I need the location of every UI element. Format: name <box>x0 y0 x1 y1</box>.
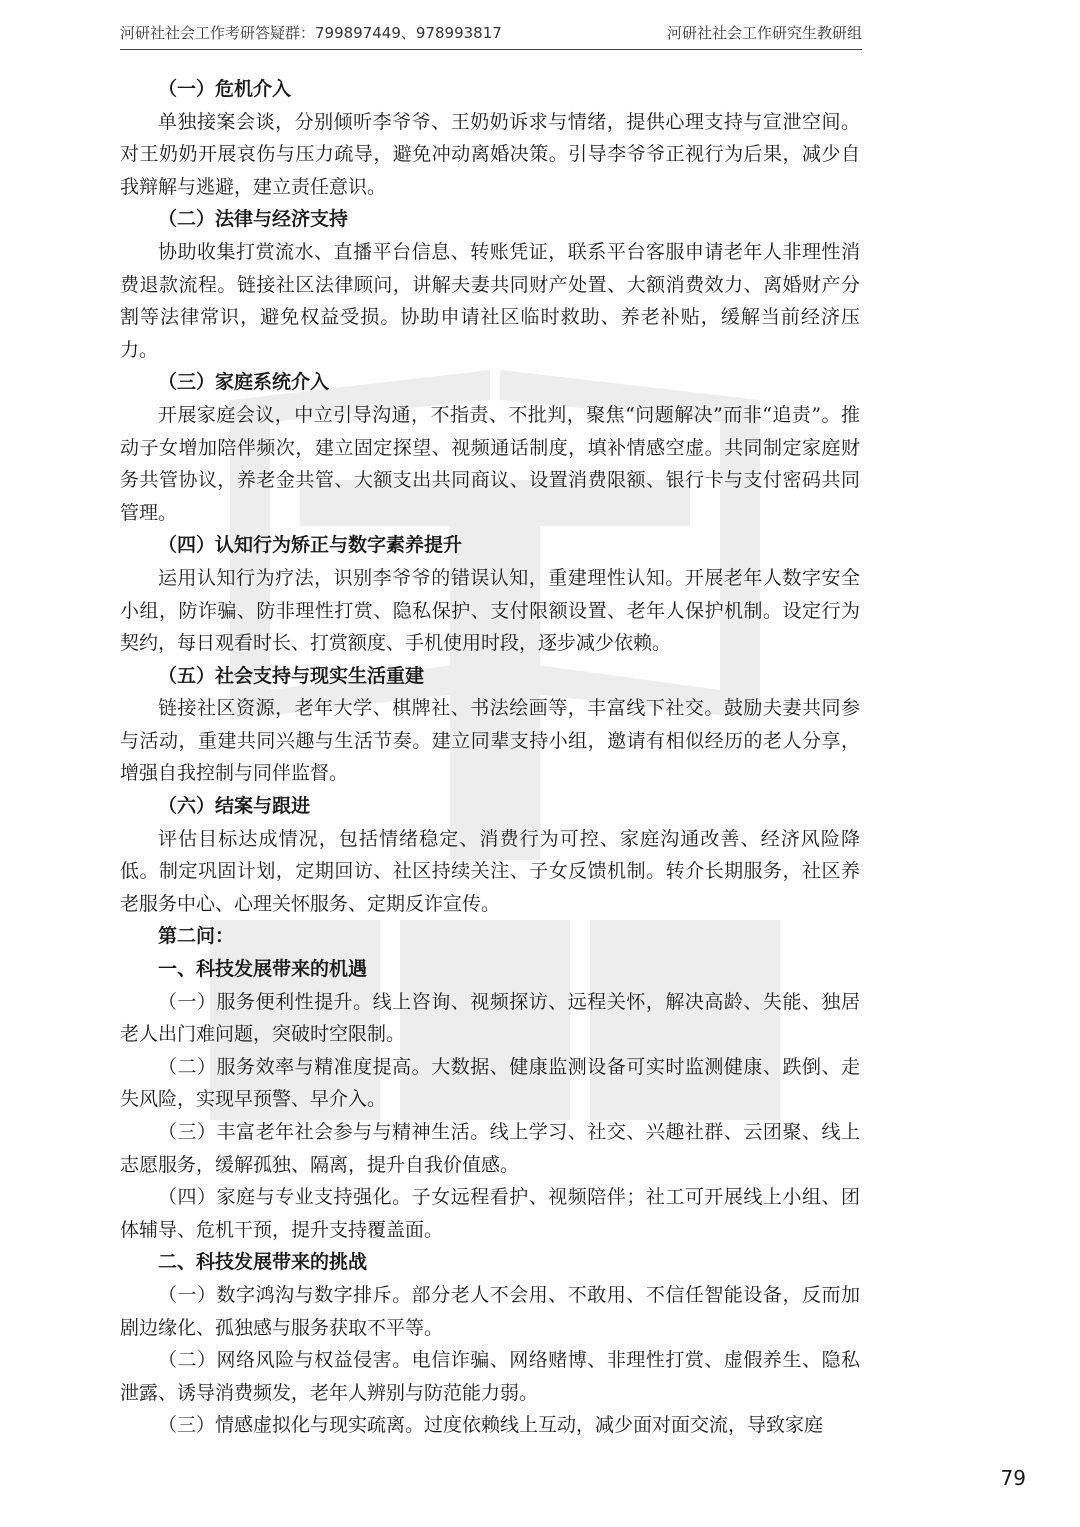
section-heading-cognitive: （四）认知行为矫正与数字素养提升 <box>158 534 463 557</box>
paragraph: （一）数字鸿沟与数字排斥。部分老人不会用、不敢用、不信任智能设备，反而加剧边缘化、孤独感与服务获取不平等。 <box>120 1283 860 1339</box>
page-number: 79 <box>1000 1466 1026 1490</box>
page-header <box>120 22 862 50</box>
section-heading-closing: （六）结案与跟进 <box>158 795 311 818</box>
paragraph: 链接社区资源，老年大学、棋牌社、书法绘画等，丰富线下社交。鼓励夫妻共同参与活动，重建共同兴趣与生活节奏。建立同辈支持小组，邀请有相似经历的老人分享，增强自我控制与同伴监督。 <box>120 697 860 785</box>
paragraph: 单独接案会谈，分别倾听李爷爷、王奶奶诉求与情绪，提供心理支持与宣泄空间。对王奶奶开展哀伤与压力疏导，避免冲动离婚决策。引导李爷爷正视行为后果，减少自我辩解与逃避，建立责任意识。 <box>120 110 860 198</box>
paragraph: （四）家庭与专业支持强化。子女远程看护、视频陪伴；社工可开展线上小组、团体辅导、危机干预，提升支持覆盖面。 <box>120 1186 860 1241</box>
question-heading: 第二问： <box>158 925 235 948</box>
paragraph: （三）情感虚拟化与现实疏离。过度依赖线上互动，减少面对面交流，导致家庭 <box>158 1414 824 1437</box>
paragraph: 运用认知行为疗法，识别李爷爷的错误认知，重建理性认知。开展老年人数字安全小组，防诈骗、防非理性打赏、隐私保护、支付限额设置、老年人保护机制。设定行为契约，每日观看时长、打赏额度、手机使用时段，逐步减少依赖。 <box>120 566 860 655</box>
section-heading-crisis: （一）危机介入 <box>158 78 292 100</box>
paragraph: （三）丰富老年社会参与与精神生活。线上学习、社交、兴趣社群、云团聚、线上志愿服务，缓解孤独、隔离，提升自我价值感。 <box>120 1121 860 1176</box>
document-body <box>120 73 860 1442</box>
section-heading-opportunities: 一、科技发展带来的机遇 <box>158 958 368 981</box>
header-right-text: 河研社社会工作研究生教研组 <box>666 24 862 42</box>
section-heading-family: （三）家庭系统介入 <box>158 371 330 394</box>
paragraph: （二）服务效率与精准度提高。大数据、健康监测设备可实时监测健康、跌倒、走失风险，实现早预警、早介入。 <box>120 1055 860 1111</box>
paragraph: 开展家庭会议，中立引导沟通，不指责、不批判，聚焦“问题解决”而非“追责”。推动子女增加陪伴频次，建立固定探望、视频通话制度，填补情感空虚。共同制定家庭财务共管协议，养老金共管、大额支出共同商议、设置消费限额、银行卡与支付密码共同管理。 <box>120 403 860 524</box>
paragraph: （一）服务便利性提升。线上咨询、视频探访、远程关怀，解决高龄、失能、独居老人出门难问题，突破时空限制。 <box>120 990 860 1046</box>
header-left-text: 河研社社会工作考研答疑群：799897449、978993817 <box>120 24 502 42</box>
section-heading-challenges: 二、科技发展带来的挑战 <box>158 1251 368 1274</box>
paragraph: 协助收集打赏流水、直播平台信息、转账凭证，联系平台客服申请老年人非理性消费退款流程。链接社区法律顾问，讲解夫妻共同财产处置、大额消费效力、离婚财产分割等法律常识，避免权益受损。协助申请社区临时救助、养老补贴，缓解当前经济压力。 <box>120 240 860 361</box>
paragraph: 评估目标达成情况，包括情绪稳定、消费行为可控、家庭沟通改善、经济风险降低。制定巩固计划，定期回访、社区持续关注、子女反馈机制。转介长期服务，社区养老服务中心、心理关怀服务、定期反诈宣传。 <box>120 827 860 915</box>
section-heading-legal: （二）法律与经济支持 <box>158 208 349 231</box>
section-heading-social-support: （五）社会支持与现实生活重建 <box>158 664 425 687</box>
paragraph: （二）网络风险与权益侵害。电信诈骗、网络赌博、非理性打赏、虚假养生、隐私泄露、诱导消费频发，老年人辨别与防范能力弱。 <box>120 1349 860 1404</box>
